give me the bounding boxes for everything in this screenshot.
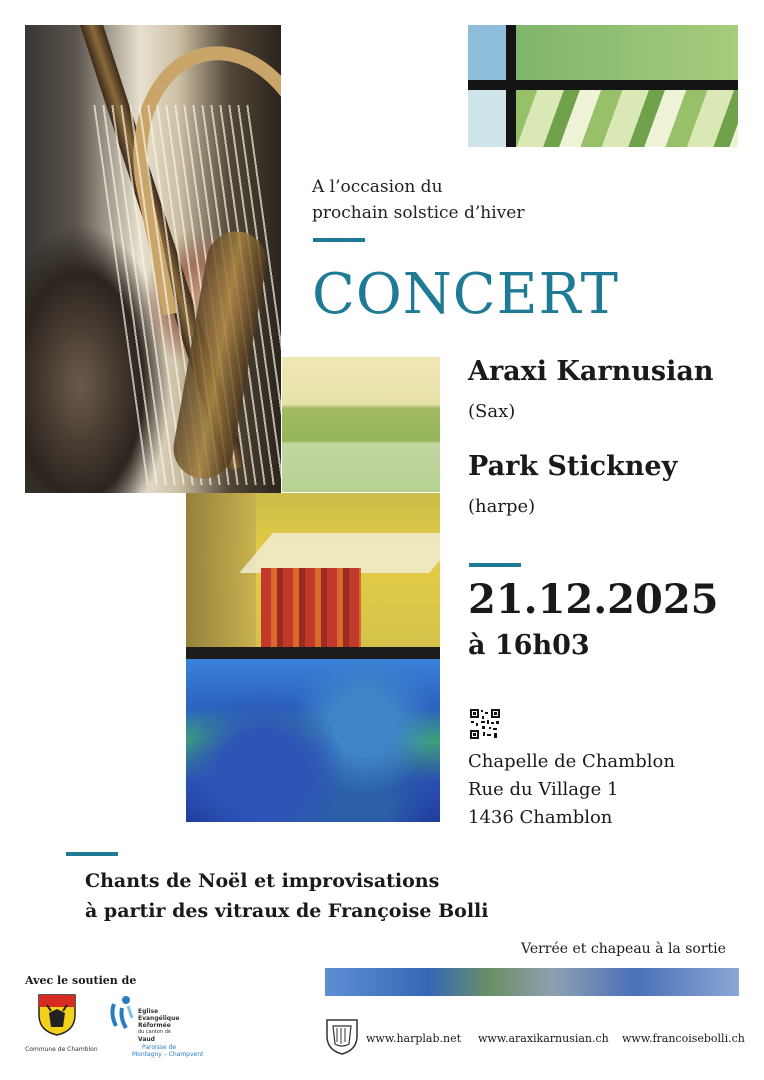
venue-street: Rue du Village 1 — [468, 779, 619, 800]
church-parish — [132, 1044, 203, 1058]
church-name — [138, 1008, 179, 1043]
stained-glass-landscape — [282, 357, 440, 492]
church-name-line-4: du canton de — [138, 1029, 171, 1035]
artist-2-name: Park Stickney — [468, 451, 678, 482]
venue-city: 1436 Chamblon — [468, 807, 613, 828]
program-line-1: Chants de Noël et improvisations — [85, 870, 440, 892]
church-logo-icon — [108, 994, 136, 1030]
link-harplab[interactable]: www.harplab.net — [366, 1032, 462, 1045]
intro-line-2: prochain solstice d’hiver — [312, 203, 525, 223]
intro-text — [312, 174, 524, 226]
harpist-photo — [25, 25, 281, 493]
reception-note: Verrée et chapeau à la sortie — [521, 941, 726, 957]
artist-1-role: (Sax) — [468, 401, 516, 422]
church-name-line-2: Evangélique — [138, 1015, 180, 1022]
concert-time: à 16h03 — [468, 630, 590, 661]
commune-name: Commune de Chamblon — [25, 1046, 98, 1053]
venue-name: Chapelle de Chamblon — [468, 751, 675, 772]
program-description — [85, 866, 488, 926]
church-name-line-3: Réformée — [138, 1022, 171, 1029]
commune-crest-icon — [37, 993, 77, 1037]
stained-glass-strip — [325, 968, 739, 996]
church-name-line-5: Vaud — [138, 1036, 155, 1043]
artist-2-role: (harpe) — [468, 496, 536, 517]
harplab-crest-icon — [325, 1018, 359, 1056]
stained-glass-top — [468, 25, 738, 147]
venue-address — [468, 748, 675, 832]
stained-glass-blue — [186, 659, 440, 822]
program-line-2: à partir des vitraux de Françoise Bolli — [85, 900, 489, 922]
link-francoisebolli[interactable]: www.francoisebolli.ch — [622, 1032, 745, 1045]
qr-code-icon[interactable] — [469, 708, 501, 740]
concert-title: CONCERT — [312, 262, 620, 327]
church-parish-line-1: Paroisse de — [142, 1044, 177, 1051]
divider-date — [469, 563, 521, 567]
stained-glass-curtain — [186, 493, 440, 647]
divider-intro — [313, 238, 365, 242]
intro-line-1: A l’occasion du — [312, 177, 443, 197]
artist-1-name: Araxi Karnusian — [468, 356, 714, 387]
link-araxikarnusian[interactable]: www.araxikarnusian.ch — [478, 1032, 609, 1045]
concert-date: 21.12.2025 — [468, 576, 719, 623]
divider-tagline — [66, 852, 118, 856]
church-name-line-1: Eglise — [138, 1008, 159, 1015]
support-label: Avec le soutien de — [25, 974, 137, 987]
church-parish-line-2: Montagny – Champvent — [132, 1051, 204, 1058]
